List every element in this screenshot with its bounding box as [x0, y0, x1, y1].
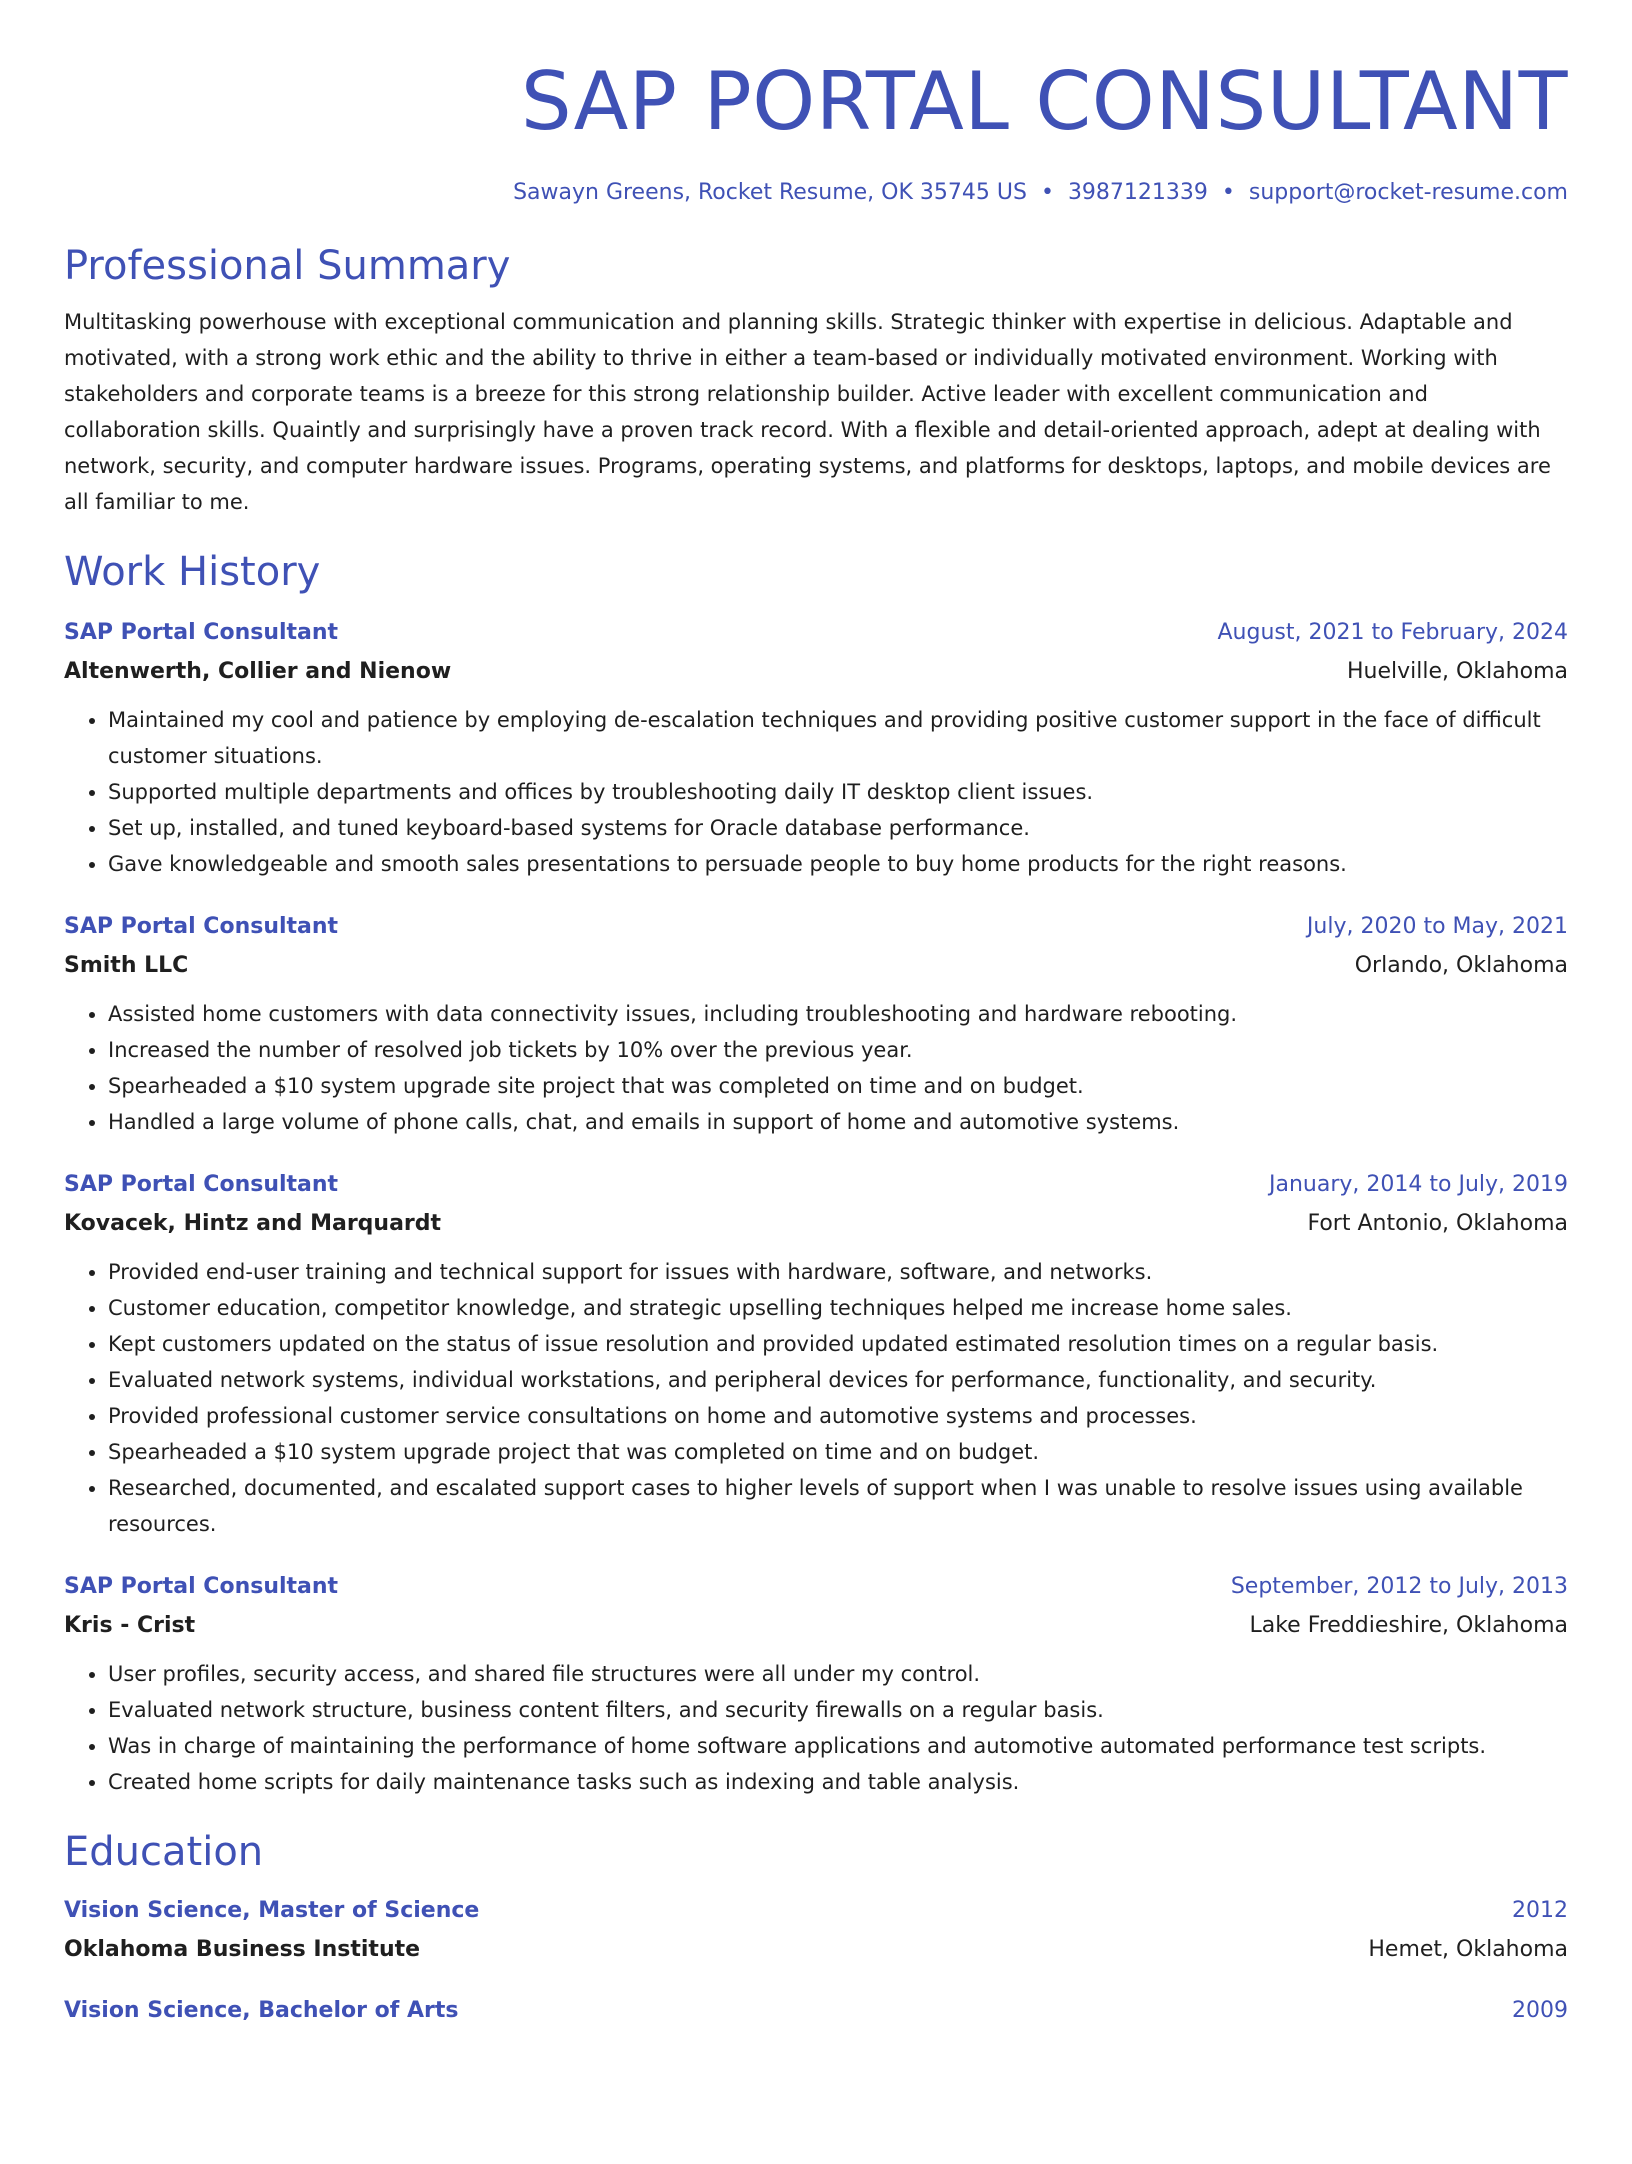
job-company: Smith LLC	[64, 953, 189, 978]
job-title: SAP Portal Consultant	[64, 914, 339, 939]
job-entry	[64, 1166, 1568, 1542]
job-company: Altenwerth, Collier and Nienow	[64, 659, 452, 684]
job-title: SAP Portal Consultant	[64, 1574, 339, 1599]
education-entry	[64, 1992, 1568, 2030]
job-bullet: • Assisted home customers with data connectivity issues, including troubleshooting and hardware rebooting.	[108, 996, 1568, 1032]
job-location: Lake Freddieshire, Oklahoma	[1249, 1613, 1568, 1638]
job-bullet: • Evaluated network structure, business content filters, and security firewalls on a regular basis.	[108, 1692, 1568, 1728]
contact-email: support@rocket-resume.com	[1248, 180, 1568, 205]
education-year: 2012	[1512, 1898, 1568, 1923]
job-dates: August, 2021 to February, 2024	[1217, 620, 1568, 645]
job-dates: July, 2020 to May, 2021	[1306, 914, 1568, 939]
contact-line	[64, 178, 1568, 208]
education-degree: Vision Science, Master of Science	[64, 1898, 480, 1923]
job-bullets	[64, 702, 1568, 882]
summary-text: Multitasking powerhouse with exceptional communication and planning skills. Strategic thinker with expertise in delicious. Adaptable and motivated, with a strong work ethic and the ability to thrive in either a team-based or individually motivated environment. Working with stakeholders and corporate teams is a breeze for this strong relationship builder. Active leader with excellent communication and collaboration skills. Quaintly and surprisingly have a proven track record. With a flexible and detail-oriented approach, adept at dealing with network, security, and computer hardware issues. Programs, operating systems, and platforms for desktops, laptops, and mobile devices are all familiar to me.	[64, 310, 1551, 514]
work-history-heading: Work History	[64, 549, 321, 595]
job-bullet: • Customer education, competitor knowledge, and strategic upselling techniques helped me increase home sales.	[108, 1290, 1568, 1326]
job-location: Huelville, Oklahoma	[1347, 659, 1568, 684]
summary-heading: Professional Summary	[64, 243, 511, 289]
job-bullets	[64, 996, 1568, 1140]
job-bullet: • Provided professional customer service consultations on home and automotive systems and processes.	[108, 1398, 1568, 1434]
job-bullets	[64, 1656, 1568, 1800]
job-bullets	[64, 1254, 1568, 1542]
job-bullet: • User profiles, security access, and shared file structures were all under my control.	[108, 1656, 1568, 1692]
education-year: 2009	[1512, 1998, 1568, 2023]
job-bullet: • Researched, documented, and escalated support cases to higher levels of support when I was unable to resolve issues using available resources.	[108, 1470, 1568, 1542]
job-bullet: • Evaluated network systems, individual workstations, and peripheral devices for performance, functionality, and security.	[108, 1362, 1568, 1398]
job-title: SAP Portal Consultant	[64, 620, 339, 645]
contact-phone: 3987121339	[1067, 180, 1208, 205]
education-heading: Education	[64, 1829, 264, 1875]
job-bullet: • Handled a large volume of phone calls, chat, and emails in support of home and automotive systems.	[108, 1104, 1568, 1140]
job-bullet: • Increased the number of resolved job tickets by 10% over the previous year.	[108, 1032, 1568, 1068]
education-entry	[64, 1892, 1568, 1970]
job-entry	[64, 1568, 1568, 1800]
job-bullet: • Set up, installed, and tuned keyboard-based systems for Oracle database performance.	[108, 810, 1568, 846]
job-dates: September, 2012 to July, 2013	[1230, 1574, 1568, 1599]
job-company: Kris - Crist	[64, 1613, 196, 1638]
education-degree: Vision Science, Bachelor of Arts	[64, 1998, 459, 2023]
contact-address: Sawayn Greens, Rocket Resume, OK 35745 US	[513, 180, 1027, 205]
job-bullet: • Provided end-user training and technical support for issues with hardware, software, and networks.	[108, 1254, 1568, 1290]
job-entry	[64, 908, 1568, 1140]
job-bullet: • Spearheaded a $10 system upgrade site project that was completed on time and on budget.	[108, 1068, 1568, 1104]
job-entry	[64, 614, 1568, 882]
job-bullet: • Was in charge of maintaining the performance of home software applications and automotive automated performance test scripts.	[108, 1728, 1568, 1764]
education-school: Oklahoma Business Institute	[64, 1937, 421, 1962]
resume-name: SAP PORTAL CONSULTANT	[520, 55, 1568, 148]
contact-separator: •	[1040, 180, 1054, 205]
job-location: Fort Antonio, Oklahoma	[1307, 1211, 1568, 1236]
job-title: SAP Portal Consultant	[64, 1172, 339, 1197]
job-bullet: • Spearheaded a $10 system upgrade project that was completed on time and on budget.	[108, 1434, 1568, 1470]
job-bullet: • Created home scripts for daily maintenance tasks such as indexing and table analysis.	[108, 1764, 1568, 1800]
job-bullet: • Kept customers updated on the status of issue resolution and provided updated estimated resolution times on a regular basis.	[108, 1326, 1568, 1362]
job-bullet: • Gave knowledgeable and smooth sales presentations to persuade people to buy home products for the right reasons.	[108, 846, 1568, 882]
job-dates: January, 2014 to July, 2019	[1269, 1172, 1568, 1197]
education-location: Hemet, Oklahoma	[1368, 1937, 1568, 1962]
job-bullet: • Supported multiple departments and offices by troubleshooting daily IT desktop client issues.	[108, 774, 1568, 810]
job-location: Orlando, Oklahoma	[1354, 953, 1568, 978]
job-bullet: • Maintained my cool and patience by employing de-escalation techniques and providing positive customer support in the face of difficult customer situations.	[108, 702, 1568, 774]
contact-separator: •	[1221, 180, 1235, 205]
job-company: Kovacek, Hintz and Marquardt	[64, 1211, 442, 1236]
resume-page	[0, 52, 1632, 2164]
